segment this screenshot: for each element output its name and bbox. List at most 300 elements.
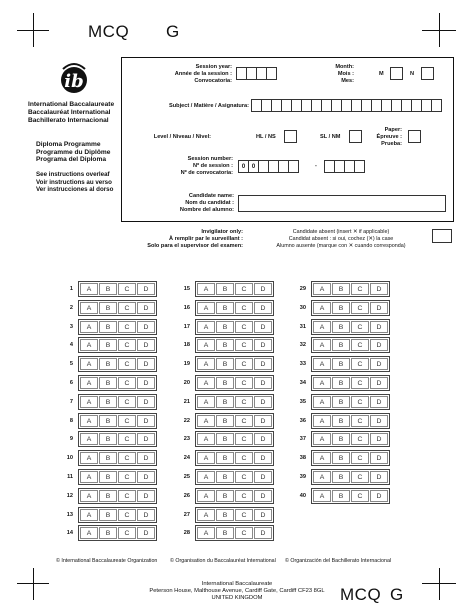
answer-bubble-b[interactable]: B	[99, 509, 117, 521]
answer-bubble-d[interactable]: D	[137, 452, 155, 464]
question-number: 11	[67, 474, 73, 480]
paper-checkbox[interactable]	[408, 130, 421, 143]
question-number: 31	[299, 323, 306, 330]
question-number: 4	[69, 342, 73, 349]
answer-options	[195, 469, 274, 485]
answer-bubble-b[interactable]: B	[216, 471, 234, 483]
answer-bubble-c[interactable]: C	[118, 339, 136, 351]
candidate-absent-checkbox[interactable]	[432, 229, 452, 243]
answer-bubble-d[interactable]: D	[254, 302, 272, 314]
answer-bubble-d[interactable]: D	[370, 490, 388, 502]
answer-bubble-a[interactable]: A	[80, 377, 98, 389]
answer-bubble-c[interactable]: C	[118, 321, 136, 333]
answer-options	[195, 375, 274, 391]
answer-bubble-d[interactable]: D	[137, 490, 155, 502]
answer-bubble-a[interactable]: A	[80, 302, 98, 314]
question-row	[290, 432, 390, 446]
question-number: 5	[69, 361, 73, 368]
answer-bubble-d[interactable]: D	[370, 283, 388, 295]
answer-bubble-c[interactable]: C	[351, 433, 369, 445]
footer-title: MCQ	[340, 585, 382, 604]
answer-bubble-b[interactable]: B	[332, 452, 350, 464]
question-number: 13	[66, 511, 73, 518]
answer-options	[311, 356, 390, 372]
answer-bubble-c[interactable]: C	[351, 396, 369, 408]
answer-bubble-b[interactable]: B	[99, 527, 117, 539]
question-number: 36	[299, 417, 306, 424]
question-row	[57, 301, 157, 315]
answer-bubble-a[interactable]: A	[197, 452, 215, 464]
answer-options	[195, 488, 274, 504]
question-row	[174, 357, 274, 371]
answer-bubble-a[interactable]: A	[197, 358, 215, 370]
question-number: 3	[69, 323, 73, 330]
answer-bubble-a[interactable]: A	[197, 509, 215, 521]
answer-bubble-a[interactable]: A	[313, 433, 331, 445]
level-label: Level / Niveau / Nivel:	[153, 134, 211, 140]
session-number-label: Session number: Nº de session : Nº de convocatoria:	[180, 156, 233, 176]
address-line-2: Peterson House, Malthouse Avenue, Cardiff Gate, Cardiff CF23 8GL	[149, 587, 325, 594]
answer-bubble-d[interactable]: D	[137, 471, 155, 483]
answer-bubble-c[interactable]: C	[351, 415, 369, 427]
question-row	[290, 376, 390, 390]
question-number: 15	[183, 286, 190, 292]
answer-options	[311, 394, 390, 410]
answer-bubble-a[interactable]: A	[313, 339, 331, 351]
question-number: 34	[299, 380, 306, 386]
question-row	[174, 320, 274, 334]
question-number: 10	[66, 455, 73, 462]
answer-bubble-c[interactable]: C	[118, 396, 136, 408]
answer-bubble-d[interactable]: D	[137, 509, 155, 521]
question-row	[290, 357, 390, 371]
answer-bubble-a[interactable]: A	[197, 471, 215, 483]
answer-options	[78, 300, 157, 316]
answer-bubble-b[interactable]: B	[216, 302, 234, 314]
copyright-en: © International Baccalaureate Organization	[56, 558, 158, 564]
answer-options	[311, 281, 390, 297]
answer-options	[311, 375, 390, 391]
answer-bubble-a[interactable]: A	[80, 433, 98, 445]
answer-bubble-d[interactable]: D	[254, 433, 272, 445]
answer-bubble-a[interactable]: A	[197, 321, 215, 333]
answer-bubble-b[interactable]: B	[216, 415, 234, 427]
answer-bubble-a[interactable]: A	[197, 339, 215, 351]
answer-bubble-a[interactable]: A	[197, 415, 215, 427]
answer-bubble-a[interactable]: A	[80, 283, 98, 295]
question-row	[57, 282, 157, 296]
question-number: 25	[183, 474, 190, 480]
answer-bubble-d[interactable]: D	[254, 396, 272, 408]
answer-bubble-d[interactable]: D	[137, 377, 155, 389]
answer-bubble-c[interactable]: C	[235, 509, 253, 521]
answer-bubble-a[interactable]: A	[313, 490, 331, 502]
answer-bubble-b[interactable]: B	[99, 283, 117, 295]
answer-bubble-b[interactable]: B	[332, 302, 350, 314]
answer-bubble-a[interactable]: A	[197, 396, 215, 408]
answer-bubble-c[interactable]: C	[118, 452, 136, 464]
question-row	[57, 338, 157, 352]
answer-bubble-b[interactable]: B	[99, 433, 117, 445]
answer-bubble-a[interactable]: A	[80, 321, 98, 333]
question-row	[57, 526, 157, 540]
question-number: 23	[183, 436, 190, 443]
answer-bubble-a[interactable]: A	[80, 490, 98, 502]
answer-bubble-a[interactable]: A	[313, 415, 331, 427]
session-year-field[interactable]	[236, 67, 276, 80]
answer-bubble-c[interactable]: C	[351, 452, 369, 464]
question-row	[174, 470, 274, 484]
answer-bubble-b[interactable]: B	[332, 377, 350, 389]
answer-bubble-c[interactable]: C	[235, 358, 253, 370]
answer-options	[195, 300, 274, 316]
month-option-n-label: N	[410, 71, 415, 77]
session-number-field[interactable]	[238, 160, 298, 173]
answer-options	[195, 319, 274, 335]
answer-bubble-c[interactable]: C	[235, 396, 253, 408]
question-row	[57, 508, 157, 522]
answer-bubble-c[interactable]: C	[235, 302, 253, 314]
session-year-cell[interactable]	[266, 67, 277, 80]
answer-bubble-c[interactable]: C	[235, 415, 253, 427]
answer-bubble-d[interactable]: D	[254, 321, 272, 333]
month-n-checkbox[interactable]	[421, 67, 434, 80]
answer-bubble-b[interactable]: B	[216, 283, 234, 295]
answer-bubble-b[interactable]: B	[216, 433, 234, 445]
answer-bubble-b[interactable]: B	[99, 452, 117, 464]
address-line-1: International Baccalaureate	[201, 581, 273, 587]
answer-bubble-a[interactable]: A	[80, 527, 98, 539]
answer-bubble-c[interactable]: C	[235, 283, 253, 295]
answer-bubble-a[interactable]: A	[313, 471, 331, 483]
answer-bubble-b[interactable]: B	[99, 339, 117, 351]
answer-bubble-d[interactable]: D	[370, 452, 388, 464]
answer-bubble-a[interactable]: A	[80, 509, 98, 521]
answer-options	[311, 413, 390, 429]
answer-bubble-b[interactable]: B	[216, 321, 234, 333]
question-row	[57, 470, 157, 484]
org-name-es: Bachillerato Internacional	[28, 117, 109, 125]
question-number: 33	[299, 361, 306, 368]
answer-bubble-d[interactable]: D	[254, 377, 272, 389]
answer-options	[311, 337, 390, 353]
answer-bubble-b[interactable]: B	[216, 452, 234, 464]
question-row	[174, 414, 274, 428]
answer-bubble-b[interactable]: B	[216, 527, 234, 539]
answer-bubble-d[interactable]: D	[254, 490, 272, 502]
question-number: 1	[69, 286, 73, 292]
answer-bubble-a[interactable]: A	[80, 471, 98, 483]
ib-logo-text: ib	[64, 71, 84, 92]
answer-bubble-d[interactable]: D	[137, 283, 155, 295]
answer-bubble-b[interactable]: B	[332, 283, 350, 295]
answer-bubble-c[interactable]: C	[235, 452, 253, 464]
answer-options	[311, 431, 390, 447]
level-hl-checkbox[interactable]	[284, 130, 297, 143]
question-row	[174, 451, 274, 465]
answer-bubble-a[interactable]: A	[313, 377, 331, 389]
answer-bubble-d[interactable]: D	[370, 302, 388, 314]
instructions-note	[36, 171, 113, 194]
answer-options	[78, 525, 157, 541]
month-m-checkbox[interactable]	[390, 67, 403, 80]
answer-bubble-b[interactable]: B	[216, 396, 234, 408]
answer-options	[78, 375, 157, 391]
ib-logo-glyph	[57, 61, 91, 95]
answer-bubble-b[interactable]: B	[99, 358, 117, 370]
answer-bubble-d[interactable]: D	[137, 433, 155, 445]
answer-bubble-a[interactable]: A	[313, 452, 331, 464]
answer-bubble-d[interactable]: D	[370, 377, 388, 389]
answer-options	[78, 356, 157, 372]
answer-bubble-a[interactable]: A	[313, 283, 331, 295]
answer-bubble-a[interactable]: A	[197, 527, 215, 539]
question-row	[174, 376, 274, 390]
answer-options	[311, 300, 390, 316]
question-number: 35	[299, 398, 306, 405]
answer-bubble-a[interactable]: A	[197, 377, 215, 389]
copyright-fr: © Organisation du Baccalauréat International	[170, 558, 276, 564]
answer-bubble-b[interactable]: B	[216, 509, 234, 521]
answer-bubble-d[interactable]: D	[254, 415, 272, 427]
address-line-3: UNITED KINGDOM	[211, 594, 263, 601]
month-label: Month: Mois : Mes:	[335, 64, 354, 84]
answer-bubble-a[interactable]: A	[80, 415, 98, 427]
answer-bubble-d[interactable]: D	[137, 358, 155, 370]
answer-options	[78, 319, 157, 335]
answer-bubble-c[interactable]: C	[351, 339, 369, 351]
answer-bubble-d[interactable]: D	[370, 396, 388, 408]
level-sl-label: SL / NM	[320, 134, 341, 140]
programme-fr: Programme du Diplôme	[36, 148, 111, 156]
question-row	[57, 489, 157, 503]
answer-bubble-a[interactable]: A	[80, 358, 98, 370]
session-number-cell[interactable]	[288, 160, 299, 173]
answer-bubble-a[interactable]: A	[80, 396, 98, 408]
answer-bubble-c[interactable]: C	[118, 415, 136, 427]
answer-bubble-d[interactable]: D	[370, 471, 388, 483]
answer-bubble-d[interactable]: D	[254, 452, 272, 464]
question-number: 21	[183, 398, 190, 405]
question-row	[57, 395, 157, 409]
answer-bubble-b[interactable]: B	[99, 302, 117, 314]
answer-bubble-d[interactable]: D	[137, 339, 155, 351]
question-row	[57, 320, 157, 334]
candidate-name-field[interactable]	[238, 195, 446, 212]
answer-bubble-d[interactable]: D	[254, 471, 272, 483]
answer-bubble-a[interactable]: A	[313, 358, 331, 370]
question-row	[57, 357, 157, 371]
question-number: 17	[183, 323, 190, 330]
invigilator-label: Invigilator only: À remplir par le surveillant : Solo para el supervisor del examen:	[147, 229, 243, 249]
answer-bubble-b[interactable]: B	[332, 339, 350, 351]
answer-bubble-c[interactable]: C	[351, 471, 369, 483]
answer-bubble-d[interactable]: D	[370, 358, 388, 370]
answer-bubble-a[interactable]: A	[313, 396, 331, 408]
answer-bubble-c[interactable]: C	[118, 358, 136, 370]
question-number: 40	[299, 492, 306, 499]
answer-bubble-b[interactable]: B	[99, 490, 117, 502]
question-row	[290, 320, 390, 334]
question-number: 14	[66, 530, 73, 537]
session-number-suffix-field[interactable]	[324, 160, 364, 173]
question-number: 19	[183, 361, 190, 368]
answer-bubble-c[interactable]: C	[351, 358, 369, 370]
question-number: 12	[66, 492, 73, 499]
answer-bubble-d[interactable]: D	[254, 358, 272, 370]
answer-bubble-b[interactable]: B	[99, 471, 117, 483]
answer-bubble-d[interactable]: D	[137, 527, 155, 539]
answer-bubble-c[interactable]: C	[351, 283, 369, 295]
programme-names	[36, 141, 110, 164]
session-number-cell: 0	[238, 160, 249, 173]
question-row	[174, 395, 274, 409]
answer-bubble-c[interactable]: C	[235, 377, 253, 389]
question-number: 39	[299, 474, 306, 480]
question-row	[57, 432, 157, 446]
answer-bubble-d[interactable]: D	[254, 527, 272, 539]
question-row	[174, 282, 274, 296]
question-number: 7	[69, 398, 73, 405]
copyright-es: © Organización del Bachillerato Internacional	[285, 558, 392, 564]
answer-bubble-c[interactable]: C	[235, 339, 253, 351]
subject-field[interactable]	[251, 99, 441, 112]
answer-bubble-d[interactable]: D	[370, 339, 388, 351]
answer-bubble-c[interactable]: C	[118, 377, 136, 389]
question-number: 18	[183, 342, 190, 349]
answer-bubble-d[interactable]: D	[254, 509, 272, 521]
session-number-cell[interactable]	[354, 160, 365, 173]
answer-bubble-b[interactable]: B	[332, 358, 350, 370]
question-row	[174, 489, 274, 503]
answer-bubble-b[interactable]: B	[332, 433, 350, 445]
answer-bubble-c[interactable]: C	[235, 433, 253, 445]
answer-bubble-d[interactable]: D	[370, 415, 388, 427]
answer-bubble-b[interactable]: B	[332, 471, 350, 483]
answer-options	[78, 450, 157, 466]
answer-bubble-b[interactable]: B	[99, 396, 117, 408]
question-row	[290, 338, 390, 352]
answer-bubble-b[interactable]: B	[99, 321, 117, 333]
instructions-fr: Voir instructions au verso	[36, 178, 112, 186]
question-row	[290, 414, 390, 428]
answer-options	[78, 413, 157, 429]
answer-bubble-a[interactable]: A	[197, 433, 215, 445]
answer-bubble-d[interactable]: D	[254, 283, 272, 295]
answer-bubble-d[interactable]: D	[254, 339, 272, 351]
answer-bubble-c[interactable]: C	[118, 302, 136, 314]
answer-bubble-c[interactable]: C	[351, 302, 369, 314]
answer-bubble-a[interactable]: A	[197, 490, 215, 502]
answer-bubble-d[interactable]: D	[137, 396, 155, 408]
answer-bubble-c[interactable]: C	[235, 321, 253, 333]
answer-bubble-a[interactable]: A	[313, 302, 331, 314]
question-number: 26	[183, 492, 190, 499]
subject-cell[interactable]	[431, 99, 442, 112]
answer-options	[78, 337, 157, 353]
answer-options	[311, 319, 390, 335]
subject-label: Subject / Matière / Asignatura:	[169, 103, 249, 109]
answer-bubble-b[interactable]: B	[216, 358, 234, 370]
level-sl-checkbox[interactable]	[349, 130, 362, 143]
answer-bubble-a[interactable]: A	[197, 283, 215, 295]
question-row	[57, 414, 157, 428]
answer-bubble-b[interactable]: B	[99, 415, 117, 427]
session-number-dash: -	[315, 163, 317, 169]
answer-bubble-d[interactable]: D	[137, 321, 155, 333]
answer-bubble-c[interactable]: C	[118, 433, 136, 445]
question-row	[174, 526, 274, 540]
session-year-label: Session year: Année de la session : Convocatoria:	[174, 64, 232, 84]
answer-bubble-b[interactable]: B	[216, 490, 234, 502]
answer-bubble-b[interactable]: B	[332, 321, 350, 333]
footer-letter: G	[390, 585, 404, 604]
answer-options	[311, 469, 390, 485]
answer-bubble-d[interactable]: D	[137, 302, 155, 314]
answer-bubble-a[interactable]: A	[80, 339, 98, 351]
question-number: 27	[183, 511, 190, 518]
answer-bubble-c[interactable]: C	[118, 283, 136, 295]
answer-options	[195, 281, 274, 297]
answer-bubble-b[interactable]: B	[216, 339, 234, 351]
answer-bubble-a[interactable]: A	[197, 302, 215, 314]
question-row	[57, 376, 157, 390]
answer-options	[195, 450, 274, 466]
question-number: 2	[69, 304, 73, 311]
answer-bubble-c[interactable]: C	[351, 490, 369, 502]
answer-bubble-a[interactable]: A	[313, 321, 331, 333]
answer-bubble-b[interactable]: B	[332, 415, 350, 427]
answer-bubble-c[interactable]: C	[118, 471, 136, 483]
answer-bubble-b[interactable]: B	[332, 396, 350, 408]
question-row	[290, 395, 390, 409]
programme-en: Diploma Programme	[36, 141, 101, 148]
answer-bubble-c[interactable]: C	[235, 471, 253, 483]
question-number: 22	[183, 417, 190, 424]
answer-bubble-c[interactable]: C	[118, 527, 136, 539]
question-number: 6	[69, 380, 73, 386]
answer-bubble-a[interactable]: A	[80, 452, 98, 464]
programme-es: Programa del Diploma	[36, 156, 106, 164]
answer-bubble-d[interactable]: D	[370, 433, 388, 445]
answer-bubble-d[interactable]: D	[137, 415, 155, 427]
page-title	[88, 22, 129, 42]
answer-bubble-c[interactable]: C	[351, 321, 369, 333]
answer-options	[78, 281, 157, 297]
question-row	[290, 451, 390, 465]
question-row	[290, 282, 390, 296]
candidate-info-box	[121, 57, 454, 222]
question-number: 30	[299, 304, 306, 311]
answer-bubble-b[interactable]: B	[332, 490, 350, 502]
answer-bubble-c[interactable]: C	[351, 377, 369, 389]
answer-bubble-c[interactable]: C	[118, 509, 136, 521]
question-number: 38	[299, 455, 306, 462]
question-number: 37	[299, 436, 306, 443]
answer-bubble-d[interactable]: D	[370, 321, 388, 333]
question-row	[174, 338, 274, 352]
question-number: 9	[69, 436, 73, 443]
candidate-absent-instructions: Candidate absent (insert ✕ if applicable) Candidat absent : si oui, cochez (✕) la case Alumno ausente (marque con ✕ cuando corresponda)	[276, 229, 406, 249]
answer-bubble-b[interactable]: B	[99, 377, 117, 389]
instructions-es: Ver instrucciones al dorso	[36, 186, 114, 194]
answer-bubble-c[interactable]: C	[118, 490, 136, 502]
answer-bubble-c[interactable]: C	[235, 490, 253, 502]
answer-options	[78, 431, 157, 447]
answer-bubble-c[interactable]: C	[235, 527, 253, 539]
level-hl-label: HL / NS	[256, 134, 276, 140]
answer-bubble-b[interactable]: B	[216, 377, 234, 389]
